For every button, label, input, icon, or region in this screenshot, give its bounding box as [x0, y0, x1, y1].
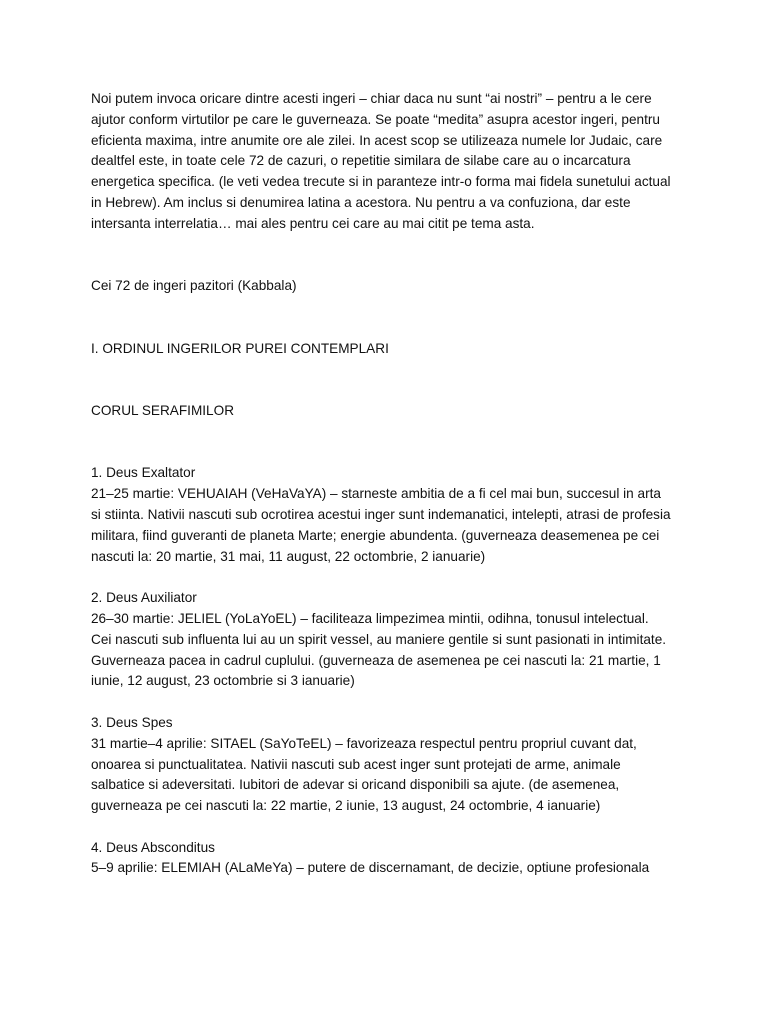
entry: [91, 463, 672, 567]
spacer: [91, 359, 672, 401]
entry-heading: 2. Deus Auxiliator: [91, 590, 197, 606]
entry-text: 31 martie–4 aprilie: SITAEL (SaYoTeEL) – favorizeaza respectul pentru propriul cuvant dat, onoarea si punctualitatea. Nativii nascuti sub acest inger sunt protejati de arme, animale salbatice si adeversitati. Iubitori de adevar si oricand disponibili sa ajute. (de asemenea, guverneaza pe cei nascuti la: 22 martie, 2 iunie, 13 august, 24 octombrie, 4 ianuarie): [91, 735, 637, 814]
entry: [91, 588, 672, 692]
entry-text: 26–30 martie: JELIEL (YoLaYoEL) – faciliteaza limpezimea mintii, odihna, tonusul intelectual. Cei nascuti sub influenta lui au un spirit vessel, au maniere gentile si sunt pasionati in intimitate. Guverneaza pacea in cadrul cuplului. (guverneaza de asemenea pe cei nascuti la: 21 martie, 1 iunie, 12 august, 23 octombrie si 3 ianuarie): [91, 610, 667, 689]
entry-text: 21–25 martie: VEHUAIAH (VeHaVaYA) – starneste ambitia de a fi cel mai bun, succesul in arta si stiinta. Nativii nascuti sub ocrotirea acestui inger sunt indemanatici, intelepti, atrasi de profesia militara, fiind guveranti de planeta Marte; energie abundenta. (guverneaza deasemenea pe cei nascuti la: 20 martie, 31 mai, 11 august, 22 octombrie, 2 ianuarie): [91, 486, 671, 564]
spacer: [91, 297, 672, 339]
entry: [91, 713, 672, 817]
entry-text: 5–9 aprilie: ELEMIAH (ALaMeYa) – putere de discernamant, de decizie, optiune profesionala: [91, 860, 650, 876]
order-heading: I. ORDINUL INGERILOR PUREI CONTEMPLARI: [91, 340, 389, 356]
document-title: Cei 72 de ingeri pazitori (Kabbala): [91, 278, 297, 294]
spacer: [91, 692, 672, 713]
spacer: [91, 817, 672, 838]
spacer: [91, 567, 672, 588]
intro-paragraph: Noi putem invoca oricare dintre acesti ingeri – chiar daca nu sunt “ai nostri” – pentru a le cere ajutor conform virtutilor pe care le guverneaza. Se poate “medita” asupra acestor ingeri, pentru eficienta maxima, intre anumite ore ale zilei. In acest scop se utilizeaza numele lor Judaic, care dealtfel este, in toate cele 72 de cazuri, o repetitie similara de silabe care au o incarcatura energetica specifica. (le veti vedea trecute si in paranteze intr-o forma mai fidela sunetului actual in Hebrew). Am inclus si denumirea latina a acestora. Nu pentru a va confuziona, dar este intersanta interrelatia… mai ales pentru cei care au mai citit pe tema asta.: [91, 91, 671, 231]
entry: [91, 838, 672, 880]
choir-heading: CORUL SERAFIMILOR: [91, 402, 235, 418]
spacer: [91, 422, 672, 464]
entry-heading: 1. Deus Exaltator: [91, 465, 196, 481]
entry-heading: 4. Deus Absconditus: [91, 839, 215, 855]
entry-heading: 3. Deus Spes: [91, 714, 173, 730]
spacer: [91, 235, 672, 277]
